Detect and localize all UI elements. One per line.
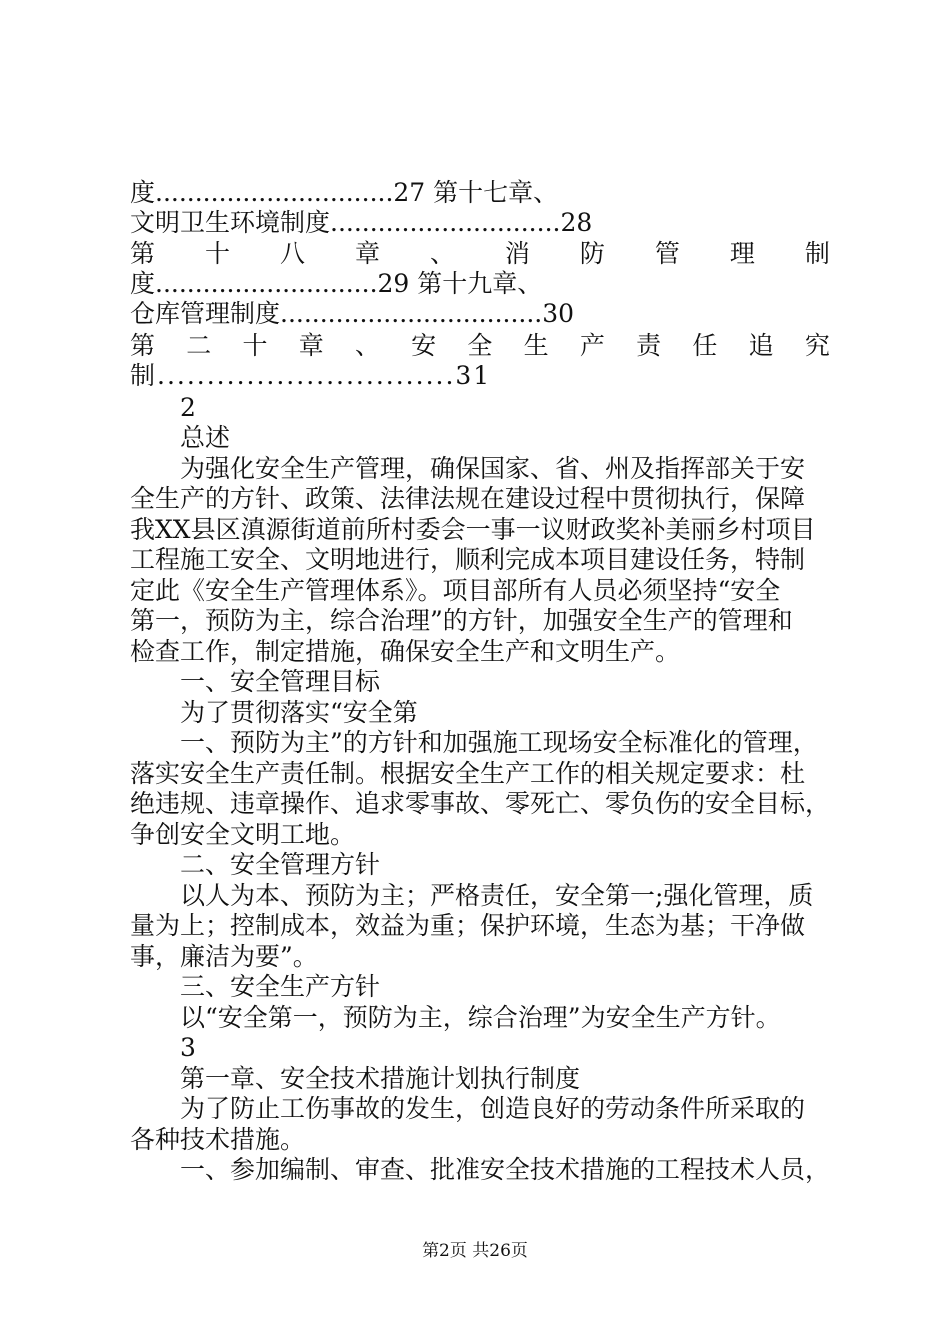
- toc-char: 责: [636, 331, 662, 360]
- paragraph-line: 争创安全文明工地。: [130, 820, 356, 849]
- paragraph-line: 我XX县区滇源街道前所村委会一事一议财政奖补美丽乡村项目: [130, 515, 816, 544]
- section-title: 总述: [180, 423, 231, 452]
- toc-char: 全: [467, 331, 493, 360]
- toc-char: 任: [692, 331, 718, 360]
- toc-char: 消: [504, 239, 530, 268]
- toc-char: 防: [579, 239, 605, 268]
- toc-line: 度..............................27 第十七章、: [130, 178, 559, 207]
- section-heading: 三、安全生产方针: [180, 972, 381, 1001]
- toc-char: 八: [279, 239, 305, 268]
- paragraph-line: 定此《安全生产管理体系》。项目部所有人员必须坚持“安全: [130, 576, 781, 605]
- toc-char: 产: [579, 331, 605, 360]
- toc-char: 十: [204, 239, 230, 268]
- paragraph-line: 绝违规、违章操作、追求零事故、零死亡、零负伤的安全目标，: [130, 789, 830, 818]
- chapter-heading: 第一章、安全技术措施计划执行制度: [180, 1064, 581, 1093]
- toc-line-spread: [130, 239, 830, 269]
- page-marker: 3: [180, 1033, 196, 1062]
- toc-line: 仓库管理制度.................................30: [130, 299, 575, 328]
- paragraph-line: 全生产的方针、政策、法律法规在建设过程中贯彻执行，保障: [130, 484, 806, 513]
- toc-char: 究: [804, 331, 830, 360]
- toc-char: 章: [354, 239, 380, 268]
- toc-char: 十: [242, 331, 268, 360]
- toc-char: 追: [748, 331, 774, 360]
- paragraph-line: 第一，预防为主，综合治理”的方针，加强安全生产的管理和: [130, 606, 793, 635]
- toc-char: 二: [186, 331, 212, 360]
- toc-line: 制..............................31: [130, 361, 492, 390]
- paragraph-line: 一、预防为主”的方针和加强施工现场安全标准化的管理，: [180, 728, 818, 757]
- toc-char: 、: [354, 331, 380, 360]
- toc-line: 文明卫生环境制度.............................28: [130, 208, 593, 237]
- toc-char: 理: [729, 239, 755, 268]
- section-heading: 二、安全管理方针: [180, 850, 381, 879]
- toc-char: 第: [130, 239, 156, 268]
- section-heading: 一、安全管理目标: [180, 667, 381, 696]
- paragraph-line: 为强化安全生产管理，确保国家、省、州及指挥部关于安: [180, 454, 806, 483]
- toc-char: 第: [130, 331, 156, 360]
- page-footer: 第2页 共26页: [422, 1241, 528, 1261]
- paragraph-line: 量为上；控制成本，效益为重；保护环境，生态为基；干净做: [130, 911, 806, 940]
- paragraph-line: 工程施工安全、文明地进行，顺利完成本项目建设任务，特制: [130, 545, 806, 574]
- toc-char: 管: [654, 239, 680, 268]
- toc-char: 安: [411, 331, 437, 360]
- paragraph-line: 各种技术措施。: [130, 1125, 306, 1154]
- paragraph-line: 事，廉洁为要”。: [130, 942, 318, 971]
- page-marker: 2: [180, 393, 196, 422]
- paragraph-line: 检查工作，制定措施，确保安全生产和文明生产。: [130, 637, 681, 666]
- toc-char: 章: [298, 331, 324, 360]
- paragraph-line: 以“安全第一，预防为主，综合治理”为安全生产方针。: [180, 1003, 781, 1032]
- paragraph-line: 为了贯彻落实“安全第: [180, 698, 418, 727]
- toc-line-spread: [130, 331, 830, 361]
- paragraph-line: 一、参加编制、审查、批准安全技术措施的工程技术人员，: [180, 1155, 830, 1184]
- paragraph-line: 以人为本、预防为主；严格责任，安全第一;强化管理，质: [180, 881, 814, 910]
- toc-line: 度............................29 第十九章、: [130, 269, 543, 298]
- toc-char: 制: [804, 239, 830, 268]
- toc-char: 生: [523, 331, 549, 360]
- paragraph-line: 为了防止工伤事故的发生，创造良好的劳动条件所采取的: [180, 1094, 806, 1123]
- toc-char: 、: [429, 239, 455, 268]
- paragraph-line: 落实安全生产责任制。根据安全生产工作的相关规定要求：杜: [130, 759, 806, 788]
